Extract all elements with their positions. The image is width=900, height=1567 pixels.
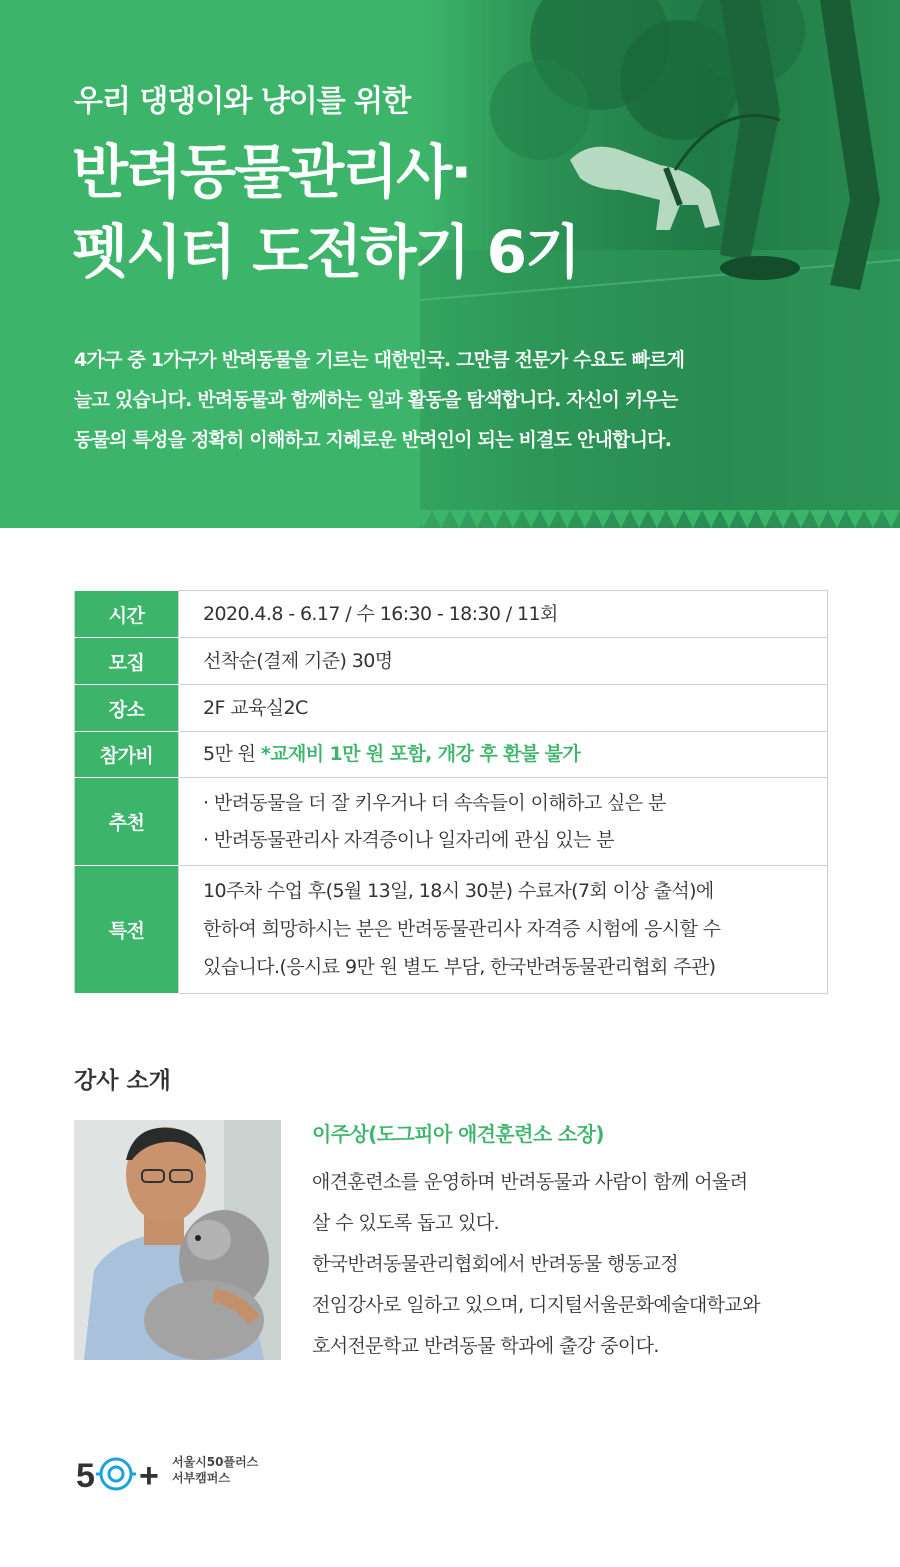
hero-title [72, 132, 579, 292]
hero-description [74, 340, 814, 460]
fee-note: *교재비 1만 원 포함, 개강 후 환불 불가 [260, 743, 581, 765]
instructor-bio-line: 호서전문학교 반려동물 학과에 출강 중이다. [312, 1335, 659, 1357]
hero-zigzag-edge [0, 510, 900, 530]
logo-digit: 5 [76, 1457, 95, 1494]
logo-mark-icon [76, 1450, 166, 1494]
hero-title-line-2: 펫시터 도전하기 6기 [72, 218, 579, 286]
table-row-recommend [75, 778, 828, 866]
recruit-label: 모집 [75, 638, 179, 685]
instructor-bio-line: 애견훈련소를 운영하며 반려동물과 사람이 함께 어울려 [312, 1171, 748, 1193]
benefit-label: 특전 [75, 866, 179, 994]
instructor-section-title: 강사 소개 [74, 1068, 171, 1094]
table-row-benefit [75, 866, 828, 994]
table-row-time [75, 591, 828, 638]
fee-label: 참가비 [75, 732, 179, 778]
hero-subtitle: 우리 댕댕이와 냥이를 위한 [74, 84, 411, 119]
table-row-place [75, 685, 828, 732]
fee-amount: 5만 원 [203, 743, 256, 765]
benefit-value [179, 866, 828, 994]
hero-description-line: 늘고 있습니다. 반려동물과 함께하는 일과 활동을 탐색합니다. 자신이 키우는 [74, 389, 678, 411]
instructor-bio-line: 전임강사로 일하고 있으며, 디지털서울문화예술대학교와 [312, 1294, 760, 1316]
recruit-value: 선착순(결제 기준) 30명 [179, 638, 828, 685]
hero-description-line: 4가구 중 1가구가 반려동물을 기르는 대한민국. 그만큼 전문가 수요도 빠르게 [74, 349, 685, 371]
benefit-line: 있습니다.(응시료 9만 원 별도 부담, 한국반려동물관리협회 주관) [203, 955, 716, 978]
table-row-recruit [75, 638, 828, 685]
instructor-bio [312, 1162, 852, 1367]
time-label: 시간 [75, 591, 179, 638]
recommend-item: · 반려동물을 더 잘 키우거나 더 속속들이 이해하고 싶은 분 [203, 791, 666, 814]
time-value: 2020.4.8 - 6.17 / 수 16:30 - 18:30 / 11회 [179, 591, 828, 638]
instructor-photo [74, 1120, 281, 1360]
instructor-bio-line: 살 수 있도록 돕고 있다. [312, 1212, 499, 1234]
benefit-line: 10주차 수업 후(5월 13일, 18시 30분) 수료자(7회 이상 출석)에 [203, 879, 714, 902]
hero-banner [0, 0, 900, 528]
benefit-line: 한하여 희망하시는 분은 반려동물관리사 자격증 시험에 응시할 수 [203, 917, 721, 940]
recommend-label: 추천 [75, 778, 179, 866]
place-label: 장소 [75, 685, 179, 732]
logo-plus: + [139, 1457, 159, 1494]
instructor-bio-line: 한국반려동물관리협회에서 반려동물 행동교정 [312, 1253, 678, 1275]
logo-name-line-2: 서부캠퍼스 [172, 1471, 230, 1485]
instructor-name: 이주상(도그피아 애견훈련소 소장) [312, 1122, 604, 1146]
logo-name-line-1: 서울시50플러스 [172, 1455, 259, 1469]
recommend-value [179, 778, 828, 866]
place-value: 2F 교육실2C [179, 685, 828, 732]
table-row-fee [75, 732, 828, 778]
recommend-item: · 반려동물관리사 자격증이나 일자리에 관심 있는 분 [203, 828, 614, 851]
logo-text [172, 1454, 312, 1486]
hero-title-line-1: 반려동물관리사· [72, 138, 471, 206]
hero-description-line: 동물의 특성을 정확히 이해하고 지혜로운 반려인이 되는 비결도 안내합니다. [74, 429, 672, 451]
fee-value [179, 732, 828, 778]
course-info-table [74, 590, 828, 994]
